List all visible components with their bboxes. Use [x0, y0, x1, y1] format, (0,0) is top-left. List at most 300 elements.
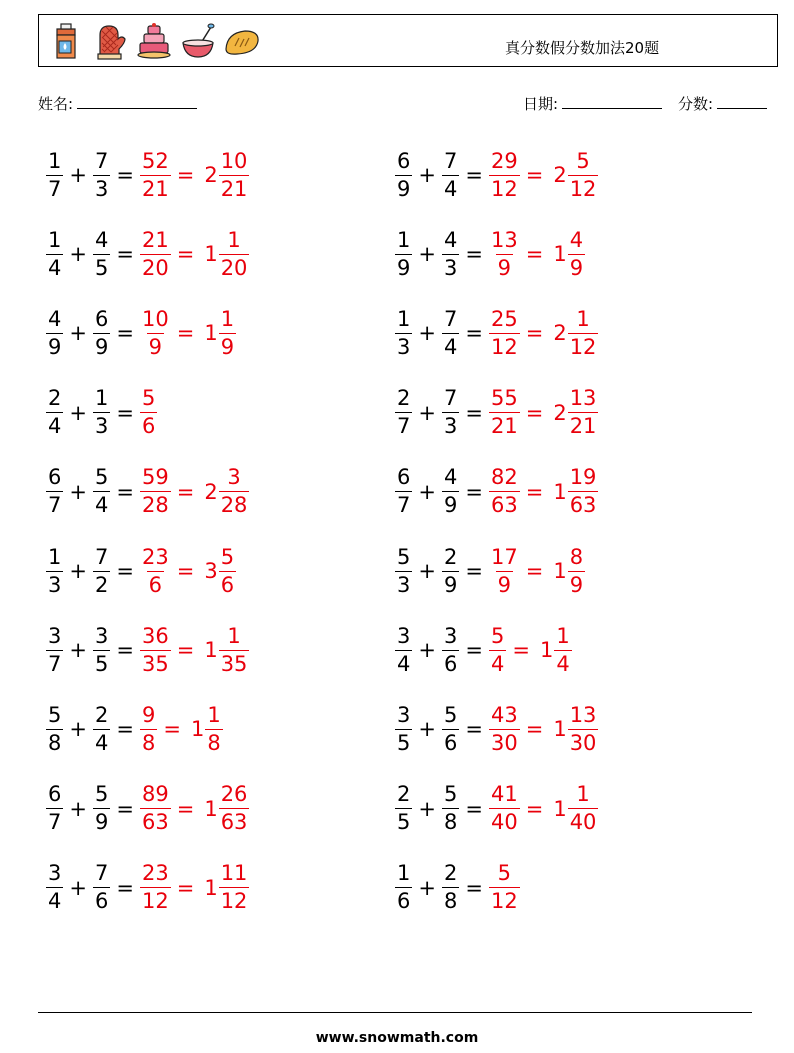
mixed-number-answer — [200, 306, 236, 359]
numerator: 25 — [490, 306, 518, 331]
equals-sign: = — [525, 321, 544, 346]
numerator: 55 — [490, 386, 518, 411]
numerator: 3 — [443, 623, 458, 648]
numerator: 13 — [569, 702, 597, 727]
problem-14 — [395, 619, 572, 681]
numerator: 1 — [94, 386, 109, 411]
fraction — [93, 544, 110, 597]
mixed-number-answer — [549, 702, 598, 755]
problem-6 — [395, 302, 598, 364]
fraction — [442, 863, 459, 912]
fraction — [205, 702, 222, 755]
denominator: 63 — [220, 810, 248, 835]
whole-part: 2 — [553, 321, 567, 346]
problem-3 — [46, 223, 249, 285]
denominator: 4 — [556, 651, 570, 676]
fraction — [395, 306, 412, 359]
mixed-number-answer — [200, 623, 249, 676]
denominator: 12 — [490, 334, 518, 359]
numerator: 2 — [443, 861, 458, 886]
denominator: 8 — [48, 730, 62, 755]
answer-fraction — [140, 467, 171, 516]
equals-sign: = — [465, 875, 483, 900]
fraction — [46, 306, 63, 359]
fraction — [219, 306, 236, 359]
denominator: 4 — [490, 651, 505, 676]
fraction — [46, 227, 63, 280]
numerator: 4 — [443, 227, 458, 252]
equals-sign: = — [525, 796, 544, 821]
denominator: 6 — [148, 572, 163, 597]
fraction — [219, 148, 250, 201]
plus-sign: + — [69, 400, 87, 425]
answer-fraction — [140, 388, 157, 437]
footer-url: www.snowmath.com — [315, 1030, 479, 1046]
denominator: 7 — [397, 493, 411, 518]
fraction — [568, 148, 599, 201]
problem-4 — [395, 223, 585, 285]
problem-15 — [46, 698, 223, 760]
denominator: 6 — [220, 572, 235, 597]
whole-part: 1 — [204, 638, 218, 663]
denominator: 8 — [443, 889, 458, 914]
numerator: 1 — [397, 227, 411, 252]
numerator: 89 — [141, 782, 169, 807]
denominator: 9 — [443, 493, 458, 518]
denominator: 20 — [220, 255, 248, 280]
equals-sign: = — [525, 559, 544, 583]
denominator: 7 — [48, 176, 62, 201]
denominator: 9 — [497, 255, 512, 280]
mixed-number-answer — [200, 544, 236, 597]
answer-fraction — [140, 623, 171, 676]
denominator: 4 — [94, 493, 109, 518]
equals-sign: = — [512, 638, 530, 663]
denominator: 9 — [48, 334, 62, 359]
plus-sign: + — [69, 717, 87, 742]
answer-fraction — [489, 863, 520, 912]
numerator: 26 — [220, 782, 248, 807]
denominator: 4 — [94, 730, 109, 755]
numerator: 3 — [48, 623, 62, 648]
whole-part: 2 — [204, 479, 218, 504]
denominator: 2 — [94, 572, 109, 597]
equals-sign: = — [176, 796, 195, 821]
numerator: 5 — [497, 861, 512, 886]
plus-sign: + — [418, 321, 436, 346]
equals-sign: = — [176, 875, 195, 900]
mixed-number-answer — [549, 467, 598, 516]
denominator: 7 — [48, 493, 62, 518]
worksheet-title: 真分数假分数加法20题 — [505, 39, 660, 57]
fraction — [568, 388, 599, 437]
equals-sign: = — [465, 638, 483, 663]
equals-sign: = — [176, 163, 195, 187]
denominator: 12 — [569, 176, 597, 201]
numerator: 23 — [141, 861, 169, 886]
problem-12 — [395, 540, 585, 602]
equals-sign: = — [163, 717, 181, 742]
equals-sign: = — [116, 717, 134, 742]
numerator: 7 — [443, 148, 458, 173]
denominator: 8 — [443, 810, 458, 835]
mixed-number-answer — [536, 623, 572, 676]
problem-9 — [46, 461, 249, 523]
numerator: 8 — [569, 544, 584, 569]
numerator: 5 — [576, 148, 590, 173]
plus-sign: + — [69, 559, 87, 583]
equals-sign: = — [465, 479, 483, 504]
equals-sign: = — [176, 479, 195, 504]
equals-sign: = — [525, 479, 544, 504]
equals-sign: = — [116, 559, 134, 583]
numerator: 43 — [490, 702, 518, 727]
numerator: 4 — [569, 227, 584, 252]
fraction — [568, 784, 599, 833]
fraction — [395, 388, 412, 437]
fraction — [442, 227, 459, 280]
mixed-number-answer — [200, 227, 249, 280]
fraction — [219, 863, 250, 912]
numerator: 1 — [397, 861, 411, 886]
denominator: 35 — [220, 651, 248, 676]
numerator: 36 — [141, 623, 169, 648]
numerator: 5 — [141, 386, 156, 411]
equals-sign: = — [465, 400, 483, 425]
whole-part: 1 — [553, 242, 567, 267]
whole-part: 2 — [553, 163, 567, 187]
fraction — [442, 388, 459, 437]
numerator: 6 — [397, 465, 411, 490]
denominator: 9 — [94, 334, 109, 359]
denominator: 6 — [443, 730, 458, 755]
date-label: 日期: — [523, 95, 559, 113]
denominator: 6 — [94, 889, 109, 914]
numerator: 6 — [48, 782, 62, 807]
fraction — [46, 148, 63, 201]
denominator: 12 — [141, 889, 169, 914]
numerator: 82 — [490, 465, 518, 490]
denominator: 5 — [94, 255, 109, 280]
problem-1 — [46, 144, 249, 206]
numerator: 10 — [220, 148, 248, 173]
denominator: 6 — [141, 414, 156, 439]
equals-sign: = — [176, 242, 195, 267]
numerator: 23 — [141, 544, 169, 569]
fraction — [442, 702, 459, 755]
equals-sign: = — [525, 400, 544, 425]
numerator: 13 — [490, 227, 518, 252]
numerator: 7 — [94, 544, 109, 569]
numerator: 10 — [141, 306, 169, 331]
plus-sign: + — [418, 400, 436, 425]
numerator: 4 — [443, 465, 458, 490]
equals-sign: = — [116, 796, 134, 821]
denominator: 21 — [141, 176, 169, 201]
fraction — [568, 306, 599, 359]
fraction — [46, 623, 63, 676]
plus-sign: + — [418, 875, 436, 900]
numerator: 1 — [220, 306, 235, 331]
fraction — [568, 544, 585, 597]
fraction — [395, 544, 412, 597]
equals-sign: = — [116, 321, 134, 346]
equals-sign: = — [116, 163, 134, 187]
footer-divider — [38, 1012, 752, 1013]
answer-fraction — [140, 148, 171, 201]
equals-sign: = — [176, 638, 195, 663]
denominator: 3 — [94, 414, 109, 439]
mixed-number-answer — [200, 148, 249, 201]
plus-sign: + — [418, 559, 436, 583]
denominator: 9 — [94, 810, 109, 835]
numerator: 2 — [397, 782, 411, 807]
problem-13 — [46, 619, 249, 681]
problem-5 — [46, 302, 236, 364]
denominator: 6 — [443, 651, 458, 676]
equals-sign: = — [465, 321, 483, 346]
numerator: 11 — [220, 861, 248, 886]
denominator: 21 — [220, 176, 248, 201]
denominator: 9 — [569, 572, 584, 597]
denominator: 7 — [397, 414, 411, 439]
plus-sign: + — [418, 479, 436, 504]
denominator: 21 — [569, 414, 597, 439]
fraction — [395, 784, 412, 833]
numerator: 13 — [569, 386, 597, 411]
denominator: 3 — [48, 572, 62, 597]
numerator: 1 — [227, 227, 241, 252]
fraction — [554, 623, 571, 676]
fraction — [395, 702, 412, 755]
answer-fraction — [489, 544, 520, 597]
equals-sign: = — [176, 321, 195, 346]
fraction — [93, 623, 110, 676]
numerator: 5 — [94, 782, 109, 807]
denominator: 3 — [443, 255, 458, 280]
fraction — [93, 784, 110, 833]
denominator: 21 — [490, 414, 518, 439]
numerator: 1 — [556, 623, 570, 648]
mixed-number-answer — [200, 784, 249, 833]
equals-sign: = — [465, 717, 483, 742]
fraction — [93, 467, 110, 516]
problem-17 — [46, 778, 249, 840]
equals-sign: = — [525, 242, 544, 267]
plus-sign: + — [418, 717, 436, 742]
whole-part: 1 — [204, 321, 218, 346]
fraction — [46, 863, 63, 912]
mixed-number-answer — [549, 784, 598, 833]
fraction — [93, 227, 110, 280]
numerator: 3 — [397, 623, 411, 648]
mixed-number-answer — [200, 467, 249, 516]
numerator: 2 — [48, 386, 62, 411]
equals-sign: = — [176, 559, 195, 583]
answer-fraction — [140, 863, 171, 912]
mixed-number-answer — [549, 388, 598, 437]
equals-sign: = — [465, 796, 483, 821]
whole-part: 1 — [204, 875, 218, 900]
fraction — [442, 306, 459, 359]
numerator: 1 — [48, 544, 62, 569]
whole-part: 1 — [204, 796, 218, 821]
answer-fraction — [489, 148, 520, 201]
denominator: 12 — [220, 889, 248, 914]
plus-sign: + — [69, 163, 87, 187]
numerator: 4 — [48, 306, 62, 331]
numerator: 5 — [490, 623, 505, 648]
denominator: 9 — [497, 572, 512, 597]
equals-sign: = — [525, 717, 544, 742]
fraction — [219, 623, 250, 676]
fraction — [442, 544, 459, 597]
plus-sign: + — [418, 242, 436, 267]
fraction — [568, 702, 599, 755]
numerator: 7 — [94, 861, 109, 886]
numerator: 7 — [94, 148, 109, 173]
denominator: 63 — [569, 493, 597, 518]
equals-sign: = — [116, 638, 134, 663]
numerator: 5 — [220, 544, 235, 569]
fraction — [93, 306, 110, 359]
answer-fraction — [140, 544, 171, 597]
numerator: 3 — [397, 702, 411, 727]
mixed-number-answer — [549, 306, 598, 359]
denominator: 4 — [397, 651, 411, 676]
mixed-number-answer — [187, 702, 223, 755]
denominator: 4 — [443, 334, 458, 359]
fraction — [93, 148, 110, 201]
denominator: 8 — [141, 730, 156, 755]
denominator: 4 — [48, 889, 62, 914]
fraction — [219, 784, 250, 833]
fraction — [395, 623, 412, 676]
denominator: 28 — [141, 493, 169, 518]
fraction — [46, 702, 63, 755]
numerator: 59 — [141, 465, 169, 490]
denominator: 12 — [490, 176, 518, 201]
fraction — [442, 784, 459, 833]
denominator: 3 — [397, 334, 411, 359]
fraction — [395, 148, 412, 201]
numerator: 1 — [397, 306, 411, 331]
problem-8 — [395, 382, 598, 444]
fraction — [395, 467, 412, 516]
equals-sign: = — [116, 242, 134, 267]
denominator: 9 — [569, 255, 584, 280]
equals-sign: = — [465, 242, 483, 267]
denominator: 8 — [207, 730, 221, 755]
name-label: 姓名: — [38, 95, 74, 113]
denominator: 6 — [397, 889, 411, 914]
equals-sign: = — [465, 163, 483, 187]
fraction — [46, 467, 63, 516]
fraction — [442, 467, 459, 516]
numerator: 5 — [397, 544, 411, 569]
plus-sign: + — [418, 638, 436, 663]
fraction — [46, 388, 63, 437]
whole-part: 2 — [553, 400, 567, 425]
numerator: 6 — [397, 148, 411, 173]
denominator: 3 — [443, 414, 458, 439]
fraction — [93, 388, 110, 437]
denominator: 35 — [141, 651, 169, 676]
numerator: 9 — [141, 702, 156, 727]
fraction — [93, 863, 110, 912]
denominator: 4 — [48, 255, 62, 280]
answer-fraction — [489, 623, 506, 676]
numerator: 5 — [94, 465, 109, 490]
score-label: 分数: — [678, 95, 714, 113]
plus-sign: + — [69, 638, 87, 663]
numerator: 21 — [141, 227, 169, 252]
denominator: 40 — [569, 810, 597, 835]
denominator: 9 — [443, 572, 458, 597]
denominator: 5 — [397, 810, 411, 835]
denominator: 4 — [48, 414, 62, 439]
equals-sign: = — [116, 875, 134, 900]
answer-fraction — [140, 227, 171, 280]
whole-part: 1 — [204, 242, 218, 267]
answer-fraction — [140, 784, 171, 833]
numerator: 7 — [443, 306, 458, 331]
denominator: 12 — [569, 334, 597, 359]
denominator: 63 — [141, 810, 169, 835]
denominator: 3 — [397, 572, 411, 597]
denominator: 9 — [397, 255, 411, 280]
denominator: 40 — [490, 810, 518, 835]
problem-20 — [395, 857, 520, 919]
answer-fraction — [489, 227, 520, 280]
fraction — [395, 227, 412, 280]
numerator: 3 — [48, 861, 62, 886]
whole-part: 1 — [190, 717, 205, 742]
denominator: 3 — [94, 176, 109, 201]
numerator: 52 — [141, 148, 169, 173]
denominator: 30 — [490, 730, 518, 755]
fraction — [219, 227, 250, 280]
answer-fraction — [489, 467, 520, 516]
mixed-number-answer — [549, 544, 585, 597]
problem-19 — [46, 857, 249, 919]
answer-fraction — [489, 702, 520, 755]
fraction — [46, 544, 63, 597]
denominator: 7 — [48, 651, 62, 676]
fraction — [46, 784, 63, 833]
fraction — [442, 148, 459, 201]
plus-sign: + — [418, 163, 436, 187]
numerator: 17 — [490, 544, 518, 569]
numerator: 7 — [443, 386, 458, 411]
numerator: 1 — [48, 227, 62, 252]
denominator: 30 — [569, 730, 597, 755]
whole-part: 1 — [553, 717, 567, 742]
answer-fraction — [489, 784, 520, 833]
fraction — [219, 467, 250, 516]
numerator: 5 — [443, 782, 458, 807]
numerator: 19 — [569, 465, 597, 490]
fraction — [568, 227, 585, 280]
answer-fraction — [489, 306, 520, 359]
mixed-number-answer — [549, 148, 598, 201]
plus-sign: + — [418, 796, 436, 821]
numerator: 4 — [94, 227, 109, 252]
fraction — [93, 702, 110, 755]
numerator: 1 — [48, 148, 62, 173]
whole-part: 1 — [553, 479, 567, 504]
denominator: 9 — [220, 334, 235, 359]
